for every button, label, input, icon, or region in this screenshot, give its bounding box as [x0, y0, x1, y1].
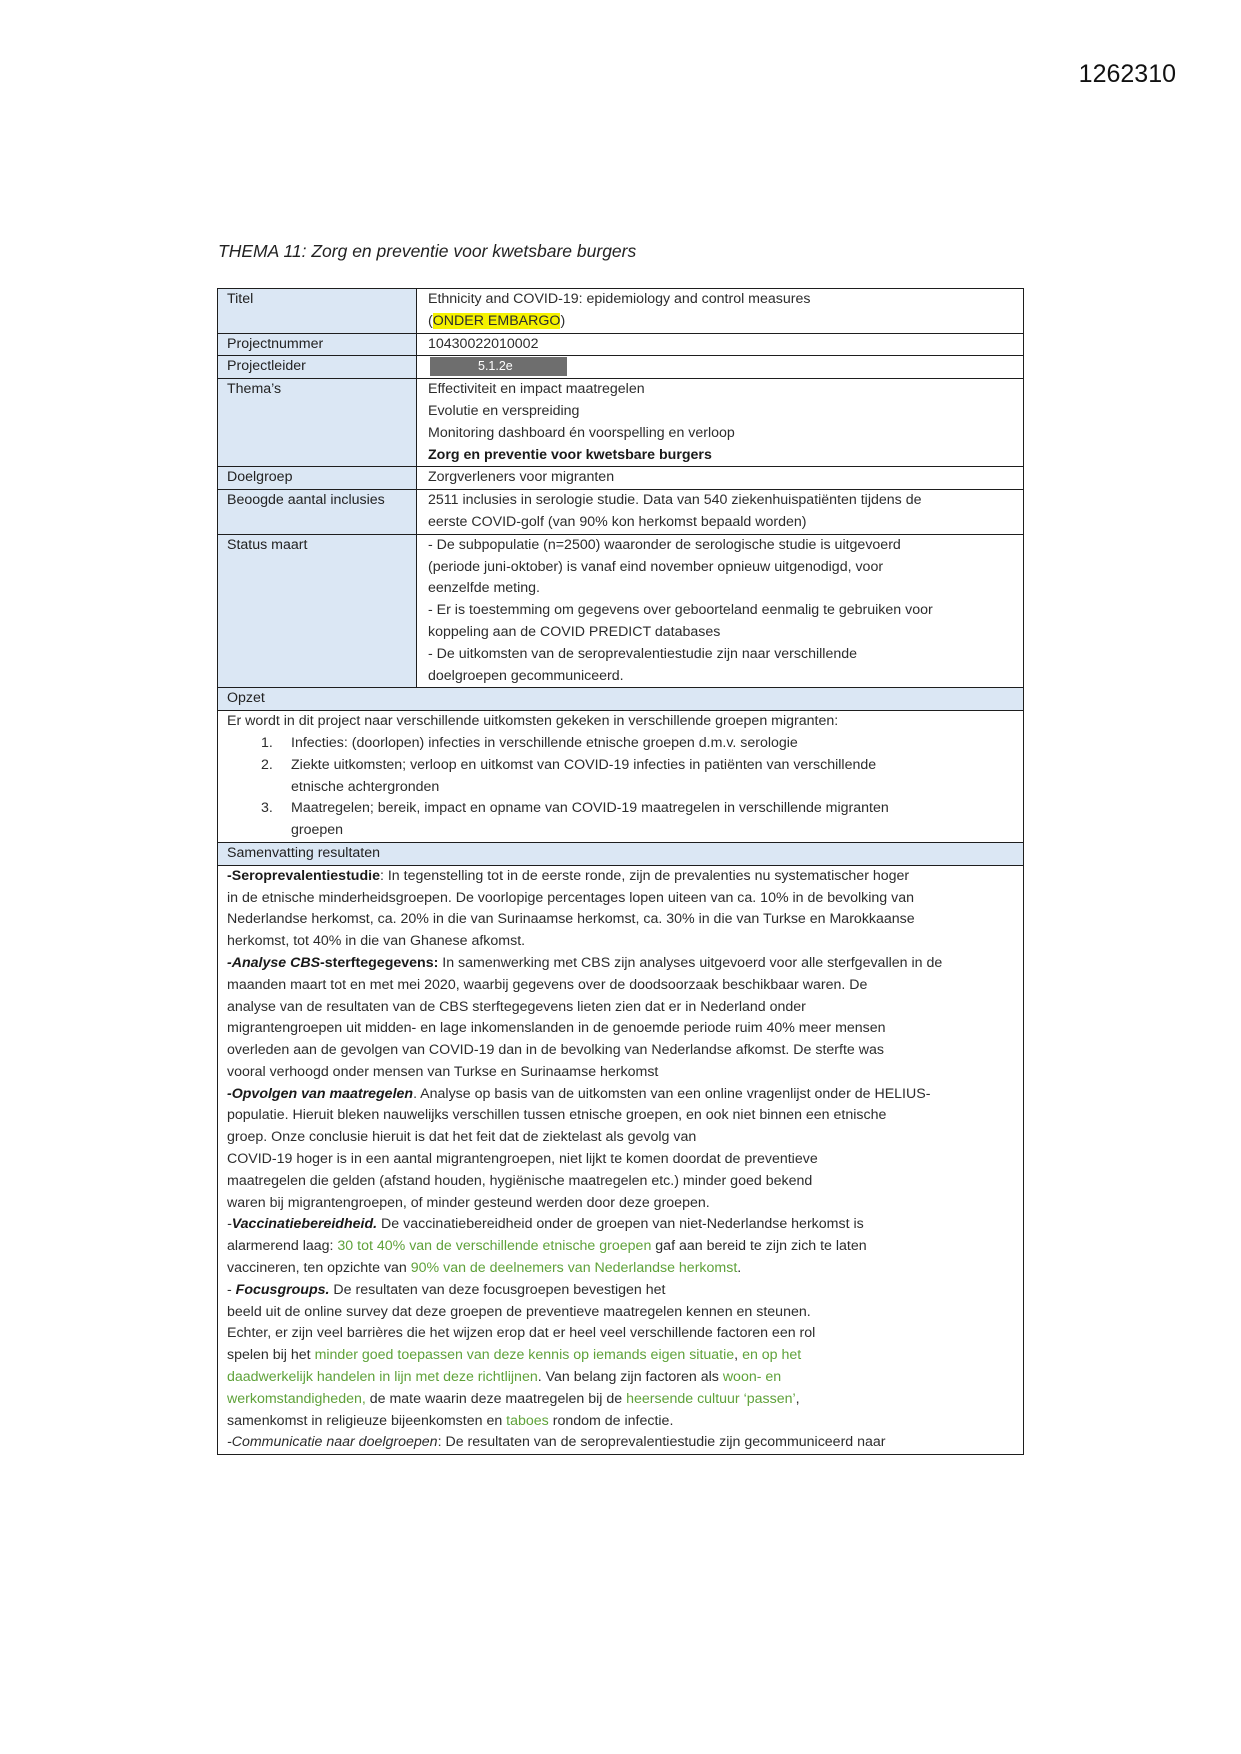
focus-dash: - — [227, 1281, 236, 1298]
label-projectnummer: Projectnummer — [218, 333, 417, 356]
list-item — [227, 755, 1017, 799]
title-text: Ethnicity and COVID-19: epidemiology and control measures — [428, 291, 811, 307]
sero-text: : In tegenstelling tot in de eerste ronde, zijn de prevalenties nu systematischer hoger — [379, 867, 910, 884]
focus-text: . Van belang zijn factoren als — [537, 1369, 723, 1386]
label-status: Status maart — [218, 534, 417, 688]
cbs-line: analyse van de resultaten van de CBS sterftegegevens lieten zien dat er in Nederland onder — [227, 998, 806, 1015]
value-doelgroep: Zorgverleners voor migranten — [417, 467, 1024, 490]
project-table — [217, 288, 1024, 1455]
focus-text: de mate waarin deze maatregelen bij de — [365, 1390, 627, 1407]
focus-text: spelen bij het — [227, 1347, 315, 1364]
status-line: - De subpopulatie (n=2500) waaronder de serologische studie is uitgevoerd — [428, 536, 901, 553]
cbs-line: overleden aan de gevolgen van COVID-19 dan in de bevolking van Nederlandse afkomst. De sterfte was — [227, 1042, 884, 1059]
status-line: - Er is toestemming om gegevens over geboorteland eenmalig te gebruiken voor — [428, 602, 933, 619]
paren-open: ( — [428, 312, 433, 329]
row-samenvatting-header — [218, 842, 1024, 865]
document-number: 1262310 — [1078, 60, 1176, 88]
list-text: groepen — [291, 822, 344, 839]
value-themas — [417, 379, 1024, 467]
row-opzet-header — [218, 688, 1024, 711]
opvolgen-line: populatie. Hieruit bleken nauwelijks verschillen tussen etnische groepen, en ook niet binnen een etnische — [227, 1107, 887, 1124]
row-inclusies — [218, 490, 1024, 535]
embargo-line — [428, 311, 1017, 333]
row-titel — [218, 289, 1024, 334]
thema-item-current: Zorg en preventie voor kwetsbare burgers — [428, 446, 712, 463]
opzet-list — [227, 733, 1017, 842]
sero-line: herkomst, tot 40% in die van Ghanese afkomst. — [227, 933, 526, 950]
focus-highlight: taboes — [506, 1412, 549, 1429]
focus-highlight: werkomstandigheden, — [227, 1390, 366, 1407]
value-status — [417, 534, 1024, 688]
focus-line — [227, 1389, 1017, 1411]
status-line: (periode juni-oktober) is vanaf eind november opnieuw uitgenodigd, voor — [428, 558, 884, 575]
focus-text: De resultaten van deze focusgroepen bevestigen het — [329, 1281, 666, 1298]
row-projectleider — [218, 356, 1024, 379]
label-inclusies: Beoogde aantal inclusies — [218, 490, 417, 535]
communicatie-title: -Communicatie naar doelgroepen — [227, 1434, 438, 1451]
focus-text: , — [734, 1347, 743, 1364]
value-titel — [417, 289, 1024, 334]
focus-line: beeld uit de online survey dat deze groepen de preventieve maatregelen kennen en steunen. — [227, 1303, 811, 1320]
focus-line — [227, 1411, 1017, 1433]
thema-item: Monitoring dashboard én voorspelling en verloop — [428, 424, 735, 441]
focus-title: Focusgroups. — [235, 1281, 330, 1298]
opvolgen-line — [227, 1084, 1017, 1106]
vaccinatie-text: De vaccinatiebereidheid onder de groepen van niet-Nederlandse herkomst is — [377, 1216, 864, 1233]
opvolgen-text: . Analyse op basis van de uitkomsten van een online vragenlijst onder de HELIUS- — [413, 1085, 931, 1102]
focus-line — [227, 1367, 1017, 1389]
vaccinatie-highlight: 30 tot 40% van de verschillende etnische groepen — [337, 1238, 652, 1255]
vaccinatie-text: vaccineren, ten opzichte van — [227, 1260, 411, 1277]
label-doelgroep: Doelgroep — [218, 467, 417, 490]
list-text: Ziekte uitkomsten; verloop en uitkomst van COVID-19 infecties in patiënten van verschillende — [291, 756, 877, 773]
vaccinatie-line — [227, 1258, 1017, 1280]
status-line: doelgroepen gecommuniceerd. — [428, 667, 624, 684]
row-opzet-body — [218, 711, 1024, 843]
opvolgen-line: maatregelen die gelden (afstand houden, hygiënische maatregelen etc.) minder goed bekend — [227, 1172, 813, 1189]
opvolgen-line: waren bij migrantengroepen, of minder gesteund werden door deze groepen. — [227, 1194, 710, 1211]
label-themas: Thema’s — [218, 379, 417, 467]
list-text: Maatregelen; bereik, impact en opname van COVID-19 maatregelen in verschillende migranten — [291, 800, 889, 817]
label-projectleider: Projectleider — [218, 356, 417, 379]
focus-line: Echter, er zijn veel barrières die het wijzen erop dat er heel veel verschillende factoren een rol — [227, 1325, 816, 1342]
list-number: 3. — [261, 800, 273, 817]
vaccinatie-dash: - — [227, 1216, 232, 1233]
opvolgen-line: COVID-19 hoger is in een aantal migrantengroepen, niet lijkt te komen doordat de preventieve — [227, 1151, 818, 1168]
sero-title: -Seroprevalentiestudie — [227, 867, 380, 884]
focus-highlight: daadwerkelijk handelen in lijn met deze richtlijnen — [227, 1369, 538, 1386]
sero-line — [227, 866, 1017, 888]
vaccinatie-title: Vaccinatiebereidheid. — [231, 1216, 378, 1233]
cbs-title — [227, 955, 438, 971]
vaccinatie-text: . — [737, 1260, 742, 1277]
inclusies-line: 2511 inclusies in serologie studie. Data van 540 ziekenhuispatiënten tijdens de — [428, 492, 922, 509]
vaccinatie-highlight: 90% van de deelnemers van Nederlandse herkomst — [410, 1260, 738, 1277]
row-doelgroep — [218, 467, 1024, 490]
focus-highlight: woon- en — [722, 1369, 782, 1386]
sero-line: in de etnische minderheidsgroepen. De voorlopige percentages lopen uiteen van ca. 10% in de bevolking van — [227, 889, 914, 906]
cbs-line: maanden maart tot en met mei 2020, waarbij gegevens over de doodsoorzaak beschikbaar waren. De — [227, 976, 868, 993]
embargo-highlight: ONDER EMBARGO — [432, 312, 561, 329]
row-projectnummer — [218, 333, 1024, 356]
vaccinatie-line — [227, 1214, 1017, 1236]
sero-line: Nederlandse herkomst, ca. 20% in die van Surinaamse herkomst, ca. 30% in die van Turkse en Marokkaanse — [227, 911, 915, 928]
vaccinatie-text: alarmerend laag: — [227, 1238, 338, 1255]
inclusies-line: eerste COVID-golf (van 90% kon herkomst bepaald worden) — [428, 513, 807, 530]
value-projectnummer: 10430022010002 — [417, 333, 1024, 356]
thema-item: Evolutie en verspreiding — [428, 402, 580, 419]
list-text: etnische achtergronden — [291, 778, 440, 795]
cbs-line — [227, 953, 1017, 975]
focus-text: samenkomst in religieuze bijeenkomsten en — [227, 1412, 507, 1429]
thema-item: Effectiviteit en impact maatregelen — [428, 381, 645, 398]
section-opzet: Opzet — [218, 688, 1024, 711]
focus-highlight: heersende cultuur ‘passen’ — [626, 1390, 796, 1407]
opzet-body — [218, 711, 1024, 843]
communicatie-text: : De resultaten van de seroprevalentiestudie zijn gecommuniceerd naar — [437, 1434, 886, 1451]
focus-line — [227, 1280, 1017, 1302]
opvolgen-line: groep. Onze conclusie hieruit is dat het feit dat de ziektelast als gevolg van — [227, 1129, 697, 1146]
cbs-line: vooral verhoogd onder mensen van Turkse en Surinaamse herkomst — [227, 1063, 659, 1080]
row-status — [218, 534, 1024, 688]
vaccinatie-text: gaf aan bereid te zijn zich te laten — [651, 1238, 867, 1255]
cbs-text: In samenwerking met CBS zijn analyses uitgevoerd voor alle sterfgevallen in de — [438, 954, 943, 971]
page-title: THEMA 11: Zorg en preventie voor kwetsbare burgers — [218, 241, 637, 261]
cbs-title-italic: -Analyse CBS — [227, 954, 321, 971]
focus-highlight: en op het — [742, 1347, 802, 1364]
vaccinatie-line — [227, 1236, 1017, 1258]
label-titel: Titel — [218, 289, 417, 334]
value-projectleider — [417, 356, 1024, 379]
cbs-title-rest: -sterftegegevens: — [320, 954, 439, 971]
focus-text: rondom de infectie. — [548, 1412, 674, 1429]
status-line: koppeling aan de COVID PREDICT databases — [428, 623, 721, 640]
section-samenvatting: Samenvatting resultaten — [218, 842, 1024, 865]
row-samenvatting-body — [218, 865, 1024, 1455]
cbs-line: migrantengroepen uit midden- en lage inkomenslanden in de genoemde periode ruim 40% meer mensen — [227, 1020, 886, 1037]
focus-line — [227, 1345, 1017, 1367]
opzet-intro: Er wordt in dit project naar verschillende uitkomsten gekeken in verschillende groepen migranten: — [227, 713, 839, 730]
row-themas — [218, 379, 1024, 467]
list-number: 2. — [261, 756, 273, 773]
focus-text: , — [795, 1390, 800, 1407]
list-text: Infecties: (doorlopen) infecties in verschillende etnische groepen d.m.v. serologie — [291, 734, 798, 751]
communicatie-line — [227, 1432, 1017, 1454]
redaction-block: 5.1.2e — [430, 357, 567, 376]
list-item — [227, 733, 1017, 755]
samenvatting-body — [218, 865, 1024, 1455]
focus-highlight: minder goed toepassen van deze kennis op iemands eigen situatie — [314, 1347, 735, 1364]
list-item — [227, 798, 1017, 842]
paren-close: ) — [560, 312, 566, 329]
value-inclusies — [417, 490, 1024, 535]
opvolgen-title: -Opvolgen van maatregelen — [227, 1085, 414, 1102]
status-line: eenzelfde meting. — [428, 580, 540, 597]
status-line: - De uitkomsten van de seroprevalentiestudie zijn naar verschillende — [428, 645, 858, 662]
list-number: 1. — [261, 734, 273, 751]
